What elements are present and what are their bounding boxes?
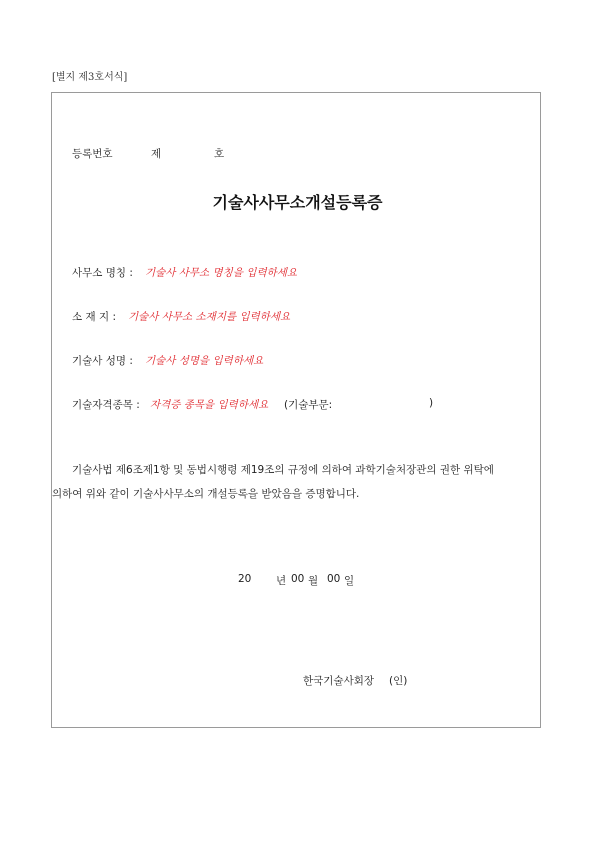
- date-day-unit: 일: [344, 575, 355, 587]
- date-year-unit: 년: [276, 575, 287, 587]
- certificate-title: 기술사사무소개설등록증: [212, 193, 383, 212]
- date-month: 00: [291, 573, 305, 585]
- engineer-name-field[interactable]: 기술사 성명을 입력하세요: [145, 355, 264, 367]
- body-text-line-2: 의하여 위와 같이 기술사사무소의 개설등록을 받았음을 증명합니다.: [52, 488, 360, 500]
- office-name-field[interactable]: 기술사 사무소 명칭을 입력하세요: [145, 267, 298, 279]
- division-close: ): [429, 397, 434, 409]
- date-year: 20: [238, 573, 252, 585]
- form-code: [별지 제3호서식]: [52, 72, 128, 83]
- location-label: 소 재 지 :: [72, 311, 116, 323]
- date-month-unit: 월: [308, 575, 319, 587]
- issuer-seal: (인): [389, 675, 408, 687]
- registration-number-label: 등록번호: [72, 148, 113, 160]
- engineer-name-label: 기술사 성명 :: [72, 355, 133, 367]
- qualification-label: 기술자격종목 :: [72, 399, 140, 411]
- issuer-name: 한국기술사회장: [303, 675, 375, 687]
- division-label: (기술부문:: [284, 399, 333, 411]
- body-text-line-1: 기술사법 제6조제1항 및 동법시행령 제19조의 규정에 의하여 과학기술처장관의 권한 위탁에: [72, 464, 494, 476]
- office-name-label: 사무소 명칭 :: [72, 267, 133, 279]
- registration-je: 제: [151, 148, 162, 160]
- qualification-field[interactable]: 자격증 종목을 입력하세요: [150, 399, 269, 411]
- date-day: 00: [327, 573, 341, 585]
- registration-ho: 호: [214, 148, 225, 160]
- location-field[interactable]: 기술사 사무소 소재지를 입력하세요: [128, 311, 291, 323]
